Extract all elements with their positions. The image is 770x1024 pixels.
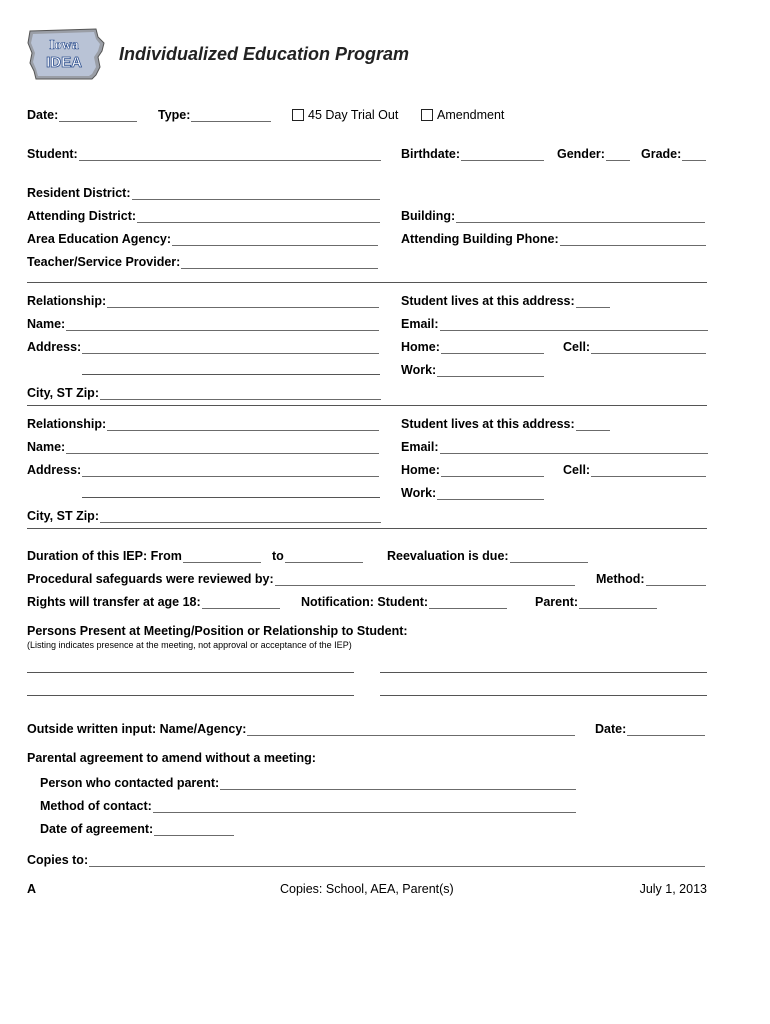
persons-present-heading: Persons Present at Meeting/Position or Relationship to Student: (27, 624, 408, 638)
attending-district-label: Attending District: (27, 209, 137, 223)
notification-parent-input-line[interactable] (579, 596, 657, 609)
address-label: Address: (27, 463, 82, 477)
address-input-line[interactable] (82, 341, 379, 354)
divider (27, 405, 707, 406)
duration-from-input-line[interactable] (183, 550, 261, 563)
city-state-zip-input-line[interactable] (100, 387, 381, 400)
email-field-2[interactable] (401, 438, 708, 454)
parental-agreement-heading: Parental agreement to amend without a meeting: (27, 751, 316, 765)
work-phone-label: Work: (401, 486, 437, 500)
footer-date: July 1, 2013 (639, 882, 707, 896)
home-phone-input-line[interactable] (441, 464, 544, 477)
person-contacted-input-line[interactable] (220, 777, 576, 790)
aea-input-line[interactable] (172, 233, 378, 246)
date-label: Date: (27, 108, 59, 122)
home-phone-field-1[interactable] (401, 338, 544, 354)
page-title: Individualized Education Program (119, 44, 410, 64)
name-input-line[interactable] (66, 441, 379, 454)
work-phone-field-2[interactable] (401, 484, 544, 500)
city-state-zip-input-line[interactable] (100, 510, 381, 523)
relationship-label: Relationship: (27, 294, 107, 308)
date-of-agreement-field[interactable] (40, 820, 234, 836)
safeguards-label: Procedural safeguards were reviewed by: (27, 572, 274, 586)
home-phone-input-line[interactable] (441, 341, 544, 354)
lives-at-address-input-line[interactable] (576, 418, 610, 431)
cell-phone-field-1[interactable] (563, 338, 706, 354)
method-of-contact-label: Method of contact: (40, 799, 152, 813)
email-label: Email: (401, 440, 439, 454)
notification-parent-label: Parent: (535, 595, 579, 609)
gender-input-line[interactable] (606, 148, 630, 161)
outside-input-label: Outside written input: Name/Agency: (27, 722, 247, 736)
method-of-contact-field[interactable] (40, 797, 576, 813)
address-line-2[interactable] (82, 374, 380, 375)
name-input-line[interactable] (66, 318, 379, 331)
building-label: Building: (401, 209, 456, 223)
teacher-field[interactable] (27, 253, 378, 269)
copies-to-label: Copies to: (27, 853, 89, 867)
grade-input-line[interactable] (682, 148, 706, 161)
address-label: Address: (27, 340, 82, 354)
name-field-2[interactable] (27, 438, 379, 454)
lives-at-address-field-1[interactable] (401, 292, 610, 308)
relationship-label: Relationship: (27, 417, 107, 431)
student-label: Student: (27, 147, 78, 161)
city-state-zip-label: City, ST Zip: (27, 509, 99, 523)
duration-to-field[interactable] (272, 547, 363, 563)
persons-present-line[interactable] (380, 672, 707, 673)
student-input-line[interactable] (79, 148, 381, 161)
cell-phone-label: Cell: (563, 463, 591, 477)
persons-present-line[interactable] (27, 672, 354, 673)
outside-input-line[interactable] (247, 723, 575, 736)
person-contacted-label: Person who contacted parent: (40, 776, 220, 790)
building-field[interactable] (401, 207, 705, 223)
cell-phone-field-2[interactable] (563, 461, 706, 477)
persons-present-note: (Listing indicates presence at the meeting, not approval or acceptance of the IEP) (27, 640, 352, 650)
birthdate-input-line[interactable] (461, 148, 544, 161)
work-phone-label: Work: (401, 363, 437, 377)
address-field-2[interactable] (27, 461, 379, 477)
type-input-line[interactable] (191, 109, 271, 122)
amendment-checkbox[interactable] (421, 106, 504, 122)
city-state-zip-field-1[interactable] (27, 384, 381, 400)
work-phone-input-line[interactable] (437, 364, 544, 377)
outside-input-date-label: Date: (595, 722, 627, 736)
footer-form-code: A (27, 882, 37, 896)
relationship-field-2[interactable] (27, 415, 379, 431)
name-label: Name: (27, 317, 66, 331)
cell-phone-input-line[interactable] (591, 341, 706, 354)
teacher-label: Teacher/Service Provider: (27, 255, 181, 269)
relationship-input-line[interactable] (107, 418, 379, 431)
birthdate-label: Birthdate: (401, 147, 461, 161)
city-state-zip-field-2[interactable] (27, 507, 381, 523)
date-input-line[interactable] (59, 109, 137, 122)
divider (27, 528, 707, 529)
type-field[interactable] (158, 106, 271, 122)
type-label: Type: (158, 108, 191, 122)
notification-student-field[interactable] (301, 593, 507, 609)
notification-student-input-line[interactable] (429, 596, 507, 609)
attending-district-field[interactable] (27, 207, 380, 223)
email-label: Email: (401, 317, 439, 331)
outside-input-field[interactable] (27, 720, 575, 736)
address-line-2[interactable] (82, 497, 380, 498)
cell-phone-label: Cell: (563, 340, 591, 354)
outside-input-date-line[interactable] (627, 723, 705, 736)
copies-to-input-line[interactable] (89, 854, 705, 867)
copies-to-field[interactable] (27, 851, 705, 867)
email-input-line[interactable] (440, 441, 708, 454)
grade-field[interactable] (641, 145, 706, 161)
resident-district-label: Resident District: (27, 186, 131, 200)
lives-at-address-label: Student lives at this address: (401, 294, 575, 308)
gender-field[interactable] (557, 145, 630, 161)
safeguards-input-line[interactable] (275, 573, 575, 586)
checkbox-icon[interactable] (421, 109, 433, 121)
iowa-idea-logo (26, 27, 106, 81)
amendment-label: Amendment (437, 108, 505, 122)
trial-out-checkbox[interactable] (292, 106, 398, 122)
logo-text-idea: IDEA (46, 54, 82, 71)
reevaluation-input-line[interactable] (510, 550, 588, 563)
name-field-1[interactable] (27, 315, 379, 331)
grade-label: Grade: (641, 147, 682, 161)
work-phone-field-1[interactable] (401, 361, 544, 377)
persons-present-line[interactable] (380, 695, 707, 696)
rights-transfer-input-line[interactable] (202, 596, 280, 609)
method-label: Method: (596, 572, 645, 586)
resident-district-field[interactable] (27, 184, 380, 200)
trial-out-label: 45 Day Trial Out (308, 108, 399, 122)
outside-input-date-field[interactable] (595, 720, 705, 736)
method-input-line[interactable] (646, 573, 706, 586)
aea-field[interactable] (27, 230, 378, 246)
email-field-1[interactable] (401, 315, 708, 331)
method-field[interactable] (596, 570, 706, 586)
aea-label: Area Education Agency: (27, 232, 172, 246)
duration-from-field[interactable] (27, 547, 261, 563)
student-field[interactable] (27, 145, 381, 161)
date-of-agreement-label: Date of agreement: (40, 822, 154, 836)
person-contacted-field[interactable] (40, 774, 576, 790)
lives-at-address-input-line[interactable] (576, 295, 610, 308)
home-phone-label: Home: (401, 463, 440, 477)
lives-at-address-label: Student lives at this address: (401, 417, 575, 431)
checkbox-icon[interactable] (292, 109, 304, 121)
home-phone-field-2[interactable] (401, 461, 544, 477)
name-label: Name: (27, 440, 66, 454)
building-input-line[interactable] (456, 210, 705, 223)
home-phone-label: Home: (401, 340, 440, 354)
teacher-input-line[interactable] (181, 256, 378, 269)
date-field[interactable] (27, 106, 137, 122)
cell-phone-input-line[interactable] (591, 464, 706, 477)
building-phone-field[interactable] (401, 230, 706, 246)
notification-student-label: Notification: Student: (301, 595, 429, 609)
address-field-1[interactable] (27, 338, 379, 354)
date-of-agreement-input-line[interactable] (154, 823, 234, 836)
duration-label: Duration of this IEP: From (27, 549, 182, 563)
lives-at-address-field-2[interactable] (401, 415, 610, 431)
divider (27, 282, 707, 283)
reevaluation-label: Reevaluation is due: (387, 549, 509, 563)
attending-district-input-line[interactable] (137, 210, 380, 223)
birthdate-field[interactable] (401, 145, 544, 161)
persons-present-line[interactable] (27, 695, 354, 696)
logo-text-iowa: Iowa (49, 38, 79, 53)
building-phone-input-line[interactable] (560, 233, 706, 246)
relationship-field-1[interactable] (27, 292, 379, 308)
reevaluation-field[interactable] (387, 547, 588, 563)
email-input-line[interactable] (440, 318, 708, 331)
resident-district-input-line[interactable] (132, 187, 380, 200)
duration-to-input-line[interactable] (285, 550, 363, 563)
address-input-line[interactable] (82, 464, 379, 477)
gender-label: Gender: (557, 147, 605, 161)
to-label: to (272, 549, 284, 563)
footer-copies-note: Copies: School, AEA, Parent(s) (280, 882, 454, 896)
notification-parent-field[interactable] (535, 593, 657, 609)
method-of-contact-input-line[interactable] (153, 800, 576, 813)
rights-transfer-label: Rights will transfer at age 18: (27, 595, 201, 609)
city-state-zip-label: City, ST Zip: (27, 386, 99, 400)
rights-transfer-field[interactable] (27, 593, 280, 609)
safeguards-field[interactable] (27, 570, 575, 586)
relationship-input-line[interactable] (107, 295, 379, 308)
work-phone-input-line[interactable] (437, 487, 544, 500)
building-phone-label: Attending Building Phone: (401, 232, 559, 246)
